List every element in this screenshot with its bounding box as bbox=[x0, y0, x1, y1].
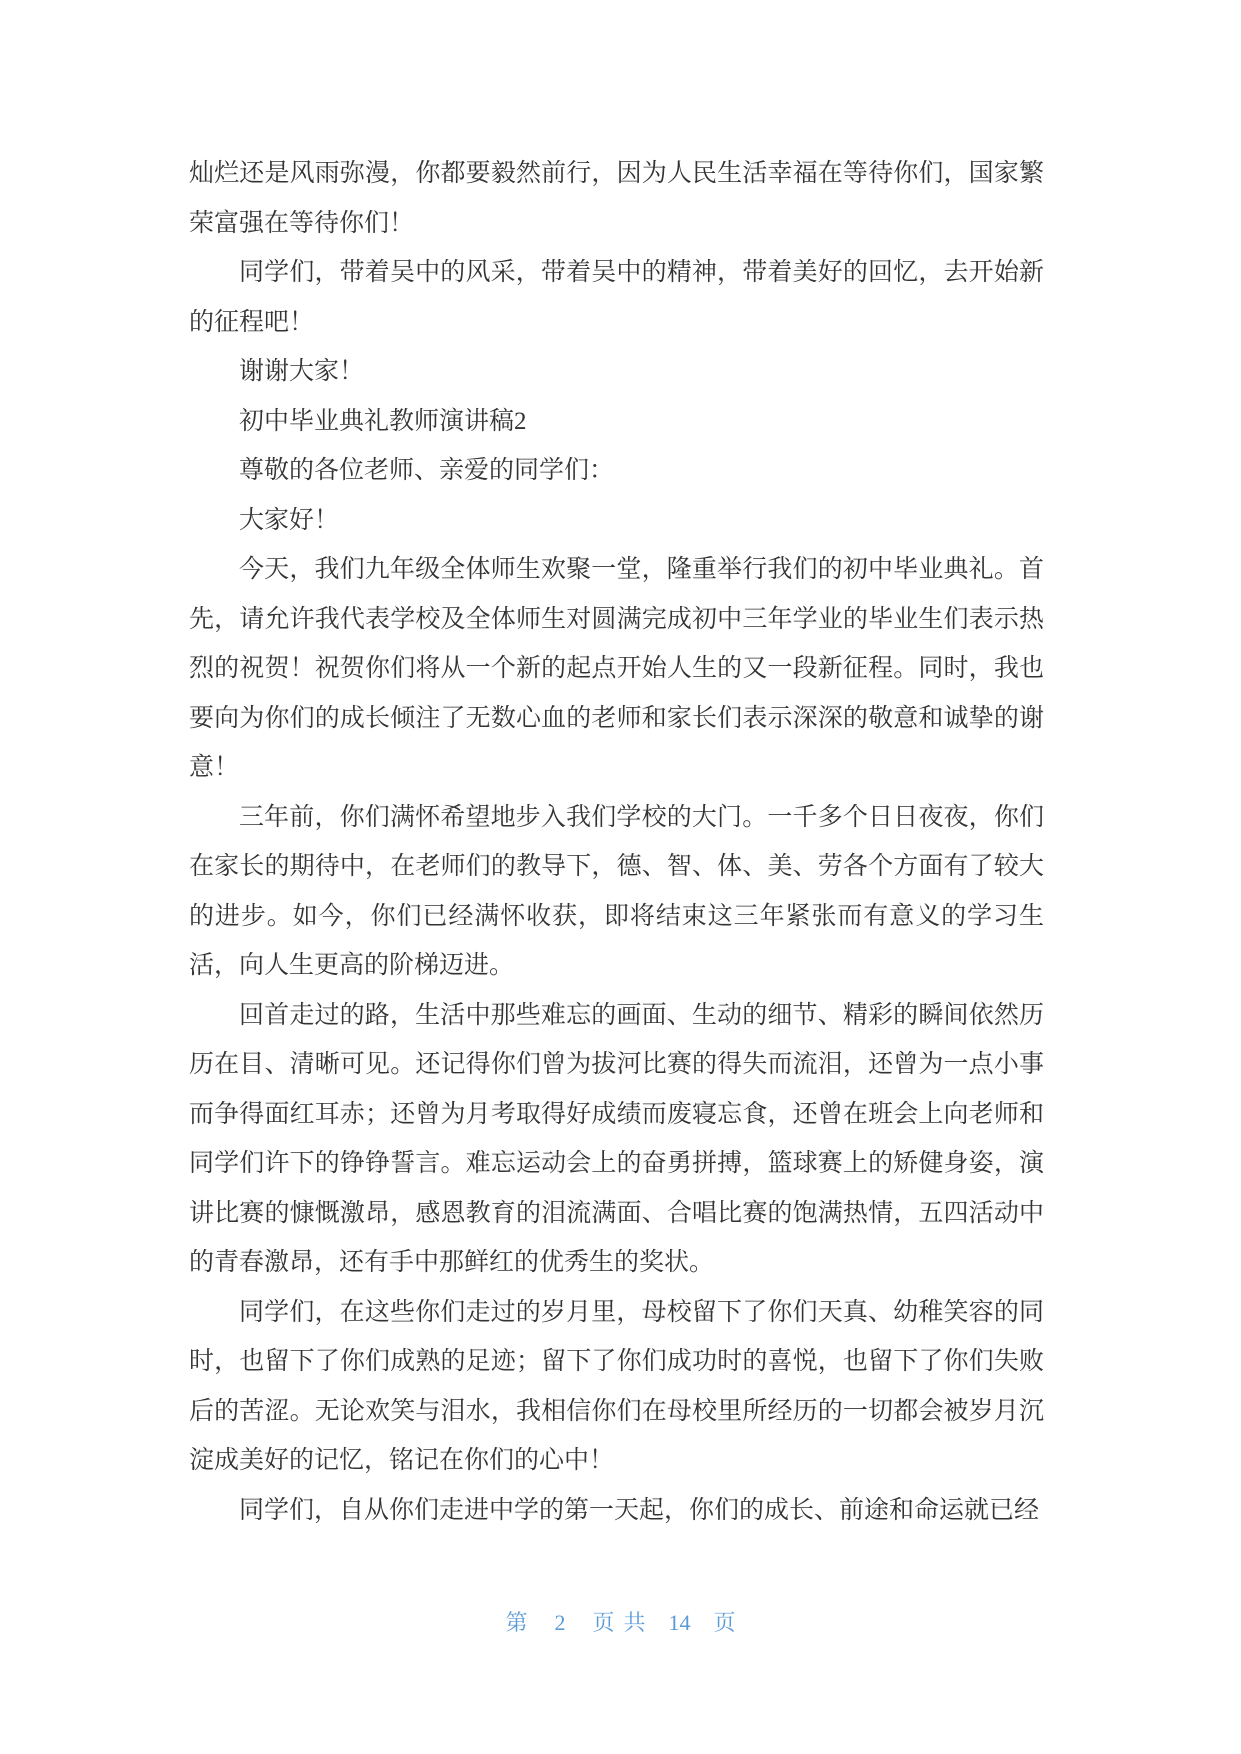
text-line: 的征程吧！ bbox=[189, 308, 315, 336]
paragraph bbox=[189, 248, 1044, 347]
greeting bbox=[189, 496, 1044, 546]
text-line: 历在目、清晰可见。还记得你们曾为拔河比赛的得失而流泪，还曾为一点小事 bbox=[189, 1051, 1044, 1078]
text-line: 意！ bbox=[189, 754, 240, 781]
text-line: 三年前，你们满怀希望地步入我们学校的大门。一千多个日日夜夜，你们 bbox=[239, 803, 1044, 831]
text-line: 同学们，在这些你们走过的岁月里，母校留下了你们天真、幼稚笑容的同 bbox=[239, 1298, 1044, 1326]
text-line: 而争得面红耳赤；还曾为月考取得好成绩而废寝忘食，还曾在班会上向老师和 bbox=[189, 1100, 1044, 1128]
footer-page-word: 第 bbox=[505, 1610, 528, 1635]
paragraph bbox=[189, 991, 1044, 1288]
footer-total-word: 共 bbox=[623, 1610, 646, 1635]
text-line: 回首走过的路，生活中那些难忘的画面、生动的细节、精彩的瞬间依然历 bbox=[239, 1001, 1044, 1029]
text-line: 淀成美好的记忆，铭记在你们的心中！ bbox=[189, 1447, 615, 1474]
footer-page-word: 页 bbox=[592, 1610, 615, 1635]
paragraph bbox=[189, 347, 1044, 397]
text-line: 在家长的期待中，在老师们的教导下，德、智、体、美、劳各个方面有了较大 bbox=[189, 853, 1044, 880]
text-line: 大家好！ bbox=[239, 506, 340, 534]
text-line: 时，也留下了你们成熟的足迹；留下了你们成功时的喜悦，也留下了你们失败 bbox=[189, 1348, 1044, 1375]
text-line: 先，请允许我代表学校及全体师生对圆满完成初中三年学业的毕业生们表示热 bbox=[189, 605, 1044, 633]
text-line: 的青春激昂，还有手中那鲜红的优秀生的奖状。 bbox=[189, 1249, 715, 1276]
paragraph bbox=[189, 149, 1044, 248]
text-line: 尊敬的各位老师、亲爱的同学们： bbox=[239, 457, 615, 484]
text-line: 荣富强在等待你们！ bbox=[189, 209, 415, 237]
text-line: 讲比赛的慷慨激昂，感恩教育的泪流满面、合唱比赛的饱满热情，五四活动中 bbox=[189, 1199, 1044, 1227]
text-line: 同学们许下的铮铮誓言。难忘运动会上的奋勇拼搏，篮球赛上的矫健身姿，演 bbox=[189, 1150, 1044, 1177]
paragraph bbox=[189, 793, 1044, 991]
document-body bbox=[189, 149, 1044, 1535]
text-line: 要向为你们的成长倾注了无数心血的老师和家长们表示深深的敬意和诚挚的谢 bbox=[189, 704, 1044, 732]
footer-current-page: 2 bbox=[554, 1610, 566, 1635]
paragraph bbox=[189, 1486, 1044, 1536]
footer-page-word: 页 bbox=[713, 1610, 736, 1635]
paragraph bbox=[189, 545, 1044, 793]
text-line: 同学们，自从你们走进中学的第一天起，你们的成长、前途和命运就已经 bbox=[239, 1496, 1040, 1524]
page-footer bbox=[0, 1610, 1241, 1636]
text-line: 今天，我们九年级全体师生欢聚一堂，隆重举行我们的初中毕业典礼。首 bbox=[239, 556, 1044, 583]
text-line: 同学们，带着吴中的风采，带着吴中的精神，带着美好的回忆，去开始新 bbox=[239, 259, 1044, 286]
text-line: 后的苦涩。无论欢笑与泪水，我相信你们在母校里所经历的一切都会被岁月沉 bbox=[189, 1397, 1044, 1425]
salutation bbox=[189, 446, 1044, 496]
paragraph bbox=[189, 1288, 1044, 1486]
text-line: 谢谢大家！ bbox=[239, 358, 365, 385]
footer-total-pages: 14 bbox=[668, 1610, 691, 1635]
text-line: 烈的祝贺！祝贺你们将从一个新的起点开始人生的又一段新征程。同时，我也 bbox=[189, 655, 1044, 682]
text-line: 的进步。如今，你们已经满怀收获，即将结束这三年紧张而有意义的学习生 bbox=[189, 902, 1044, 930]
text-line: 初中毕业典礼教师演讲稿2 bbox=[239, 407, 527, 435]
section-title bbox=[189, 397, 1044, 447]
text-line: 活，向人生更高的阶梯迈进。 bbox=[189, 952, 515, 979]
text-line: 灿烂还是风雨弥漫，你都要毅然前行，因为人民生活幸福在等待你们，国家繁 bbox=[189, 160, 1044, 187]
